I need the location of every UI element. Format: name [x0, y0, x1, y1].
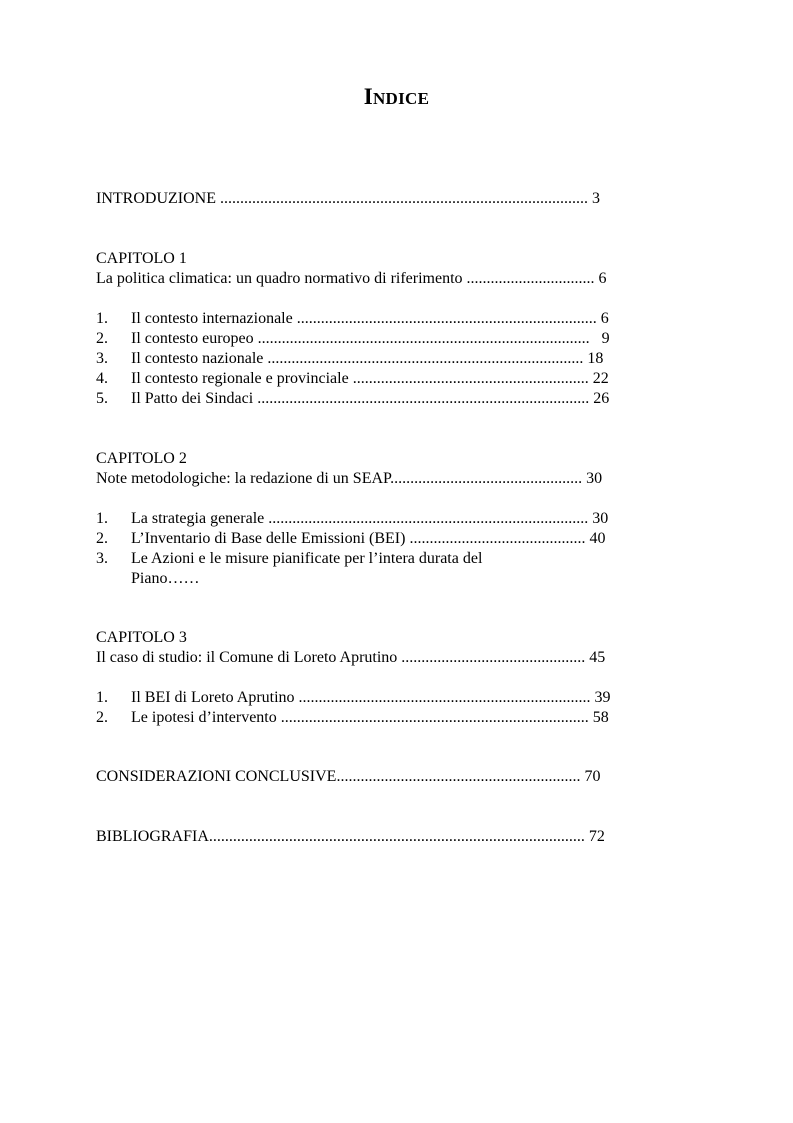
toc-item-1-4[interactable]	[96, 369, 609, 389]
toc-conclusioni[interactable]: CONSIDERAZIONI CONCLUSIVE............................................................. 70	[96, 768, 601, 785]
item-number: 2.	[96, 330, 108, 347]
item-text: Il contesto regionale e provinciale ........................................................... 22	[131, 370, 609, 387]
toc-item-2-1[interactable]	[96, 509, 609, 529]
item-number: 1.	[96, 510, 108, 527]
item-text: Le ipotesi d’intervento ............................................................................. 58	[131, 709, 609, 726]
chapter-2-title[interactable]: Note metodologiche: la redazione di un SEAP................................................ 30	[96, 470, 603, 487]
item-number: 4.	[96, 370, 108, 387]
chapter-3-title[interactable]: Il caso di studio: il Comune di Loreto Aprutino .............................................. 45	[96, 649, 606, 666]
item-text: Il contesto nazionale ............................................................................... 18	[131, 350, 604, 367]
chapter-3-heading: CAPITOLO 3	[96, 629, 187, 646]
toc-item-2-3[interactable]	[96, 549, 483, 569]
chapter-1-heading: CAPITOLO 1	[96, 250, 187, 267]
toc-item-1-5[interactable]	[96, 389, 610, 409]
toc-item-1-3[interactable]	[96, 349, 604, 369]
item-text: La strategia generale ................................................................................ 30	[131, 510, 609, 527]
item-number: 2.	[96, 709, 108, 726]
toc-item-3-1[interactable]	[96, 688, 611, 708]
item-number: 1.	[96, 689, 108, 706]
toc-bibliografia[interactable]: BIBLIOGRAFIA.............................................................................................. 72	[96, 828, 605, 845]
toc-introduzione[interactable]: INTRODUZIONE ............................................................................................ 3	[96, 190, 600, 207]
item-text: Le Azioni e le misure pianificate per l’intera durata del	[131, 550, 483, 567]
chapter-1-title[interactable]: La politica climatica: un quadro normativo di riferimento ................................ 6	[96, 270, 607, 287]
toc-item-1-1[interactable]	[96, 309, 609, 329]
item-number: 5.	[96, 390, 108, 407]
item-number: 3.	[96, 350, 108, 367]
toc-item-2-2[interactable]	[96, 529, 606, 549]
item-number: 1.	[96, 310, 108, 327]
item-number: 2.	[96, 530, 108, 547]
chapter-2-heading: CAPITOLO 2	[96, 450, 187, 467]
item-number: 3.	[96, 550, 108, 567]
item-text: Il contesto internazionale ........................................................................... 6	[131, 310, 609, 327]
item-text: Il BEI di Loreto Aprutino ......................................................................... 39	[131, 689, 611, 706]
toc-item-2-3-continued[interactable]: Piano……	[131, 570, 200, 587]
toc-item-3-2[interactable]	[96, 708, 609, 728]
item-text: L’Inventario di Base delle Emissioni (BEI) ............................................ 40	[131, 530, 606, 547]
toc-item-1-2[interactable]	[96, 329, 610, 349]
page-title: INDICE	[363, 84, 430, 109]
item-text: Il Patto dei Sindaci ................................................................................... 26	[131, 390, 610, 407]
item-text: Il contesto europeo ................................................................................... 9	[131, 330, 610, 347]
